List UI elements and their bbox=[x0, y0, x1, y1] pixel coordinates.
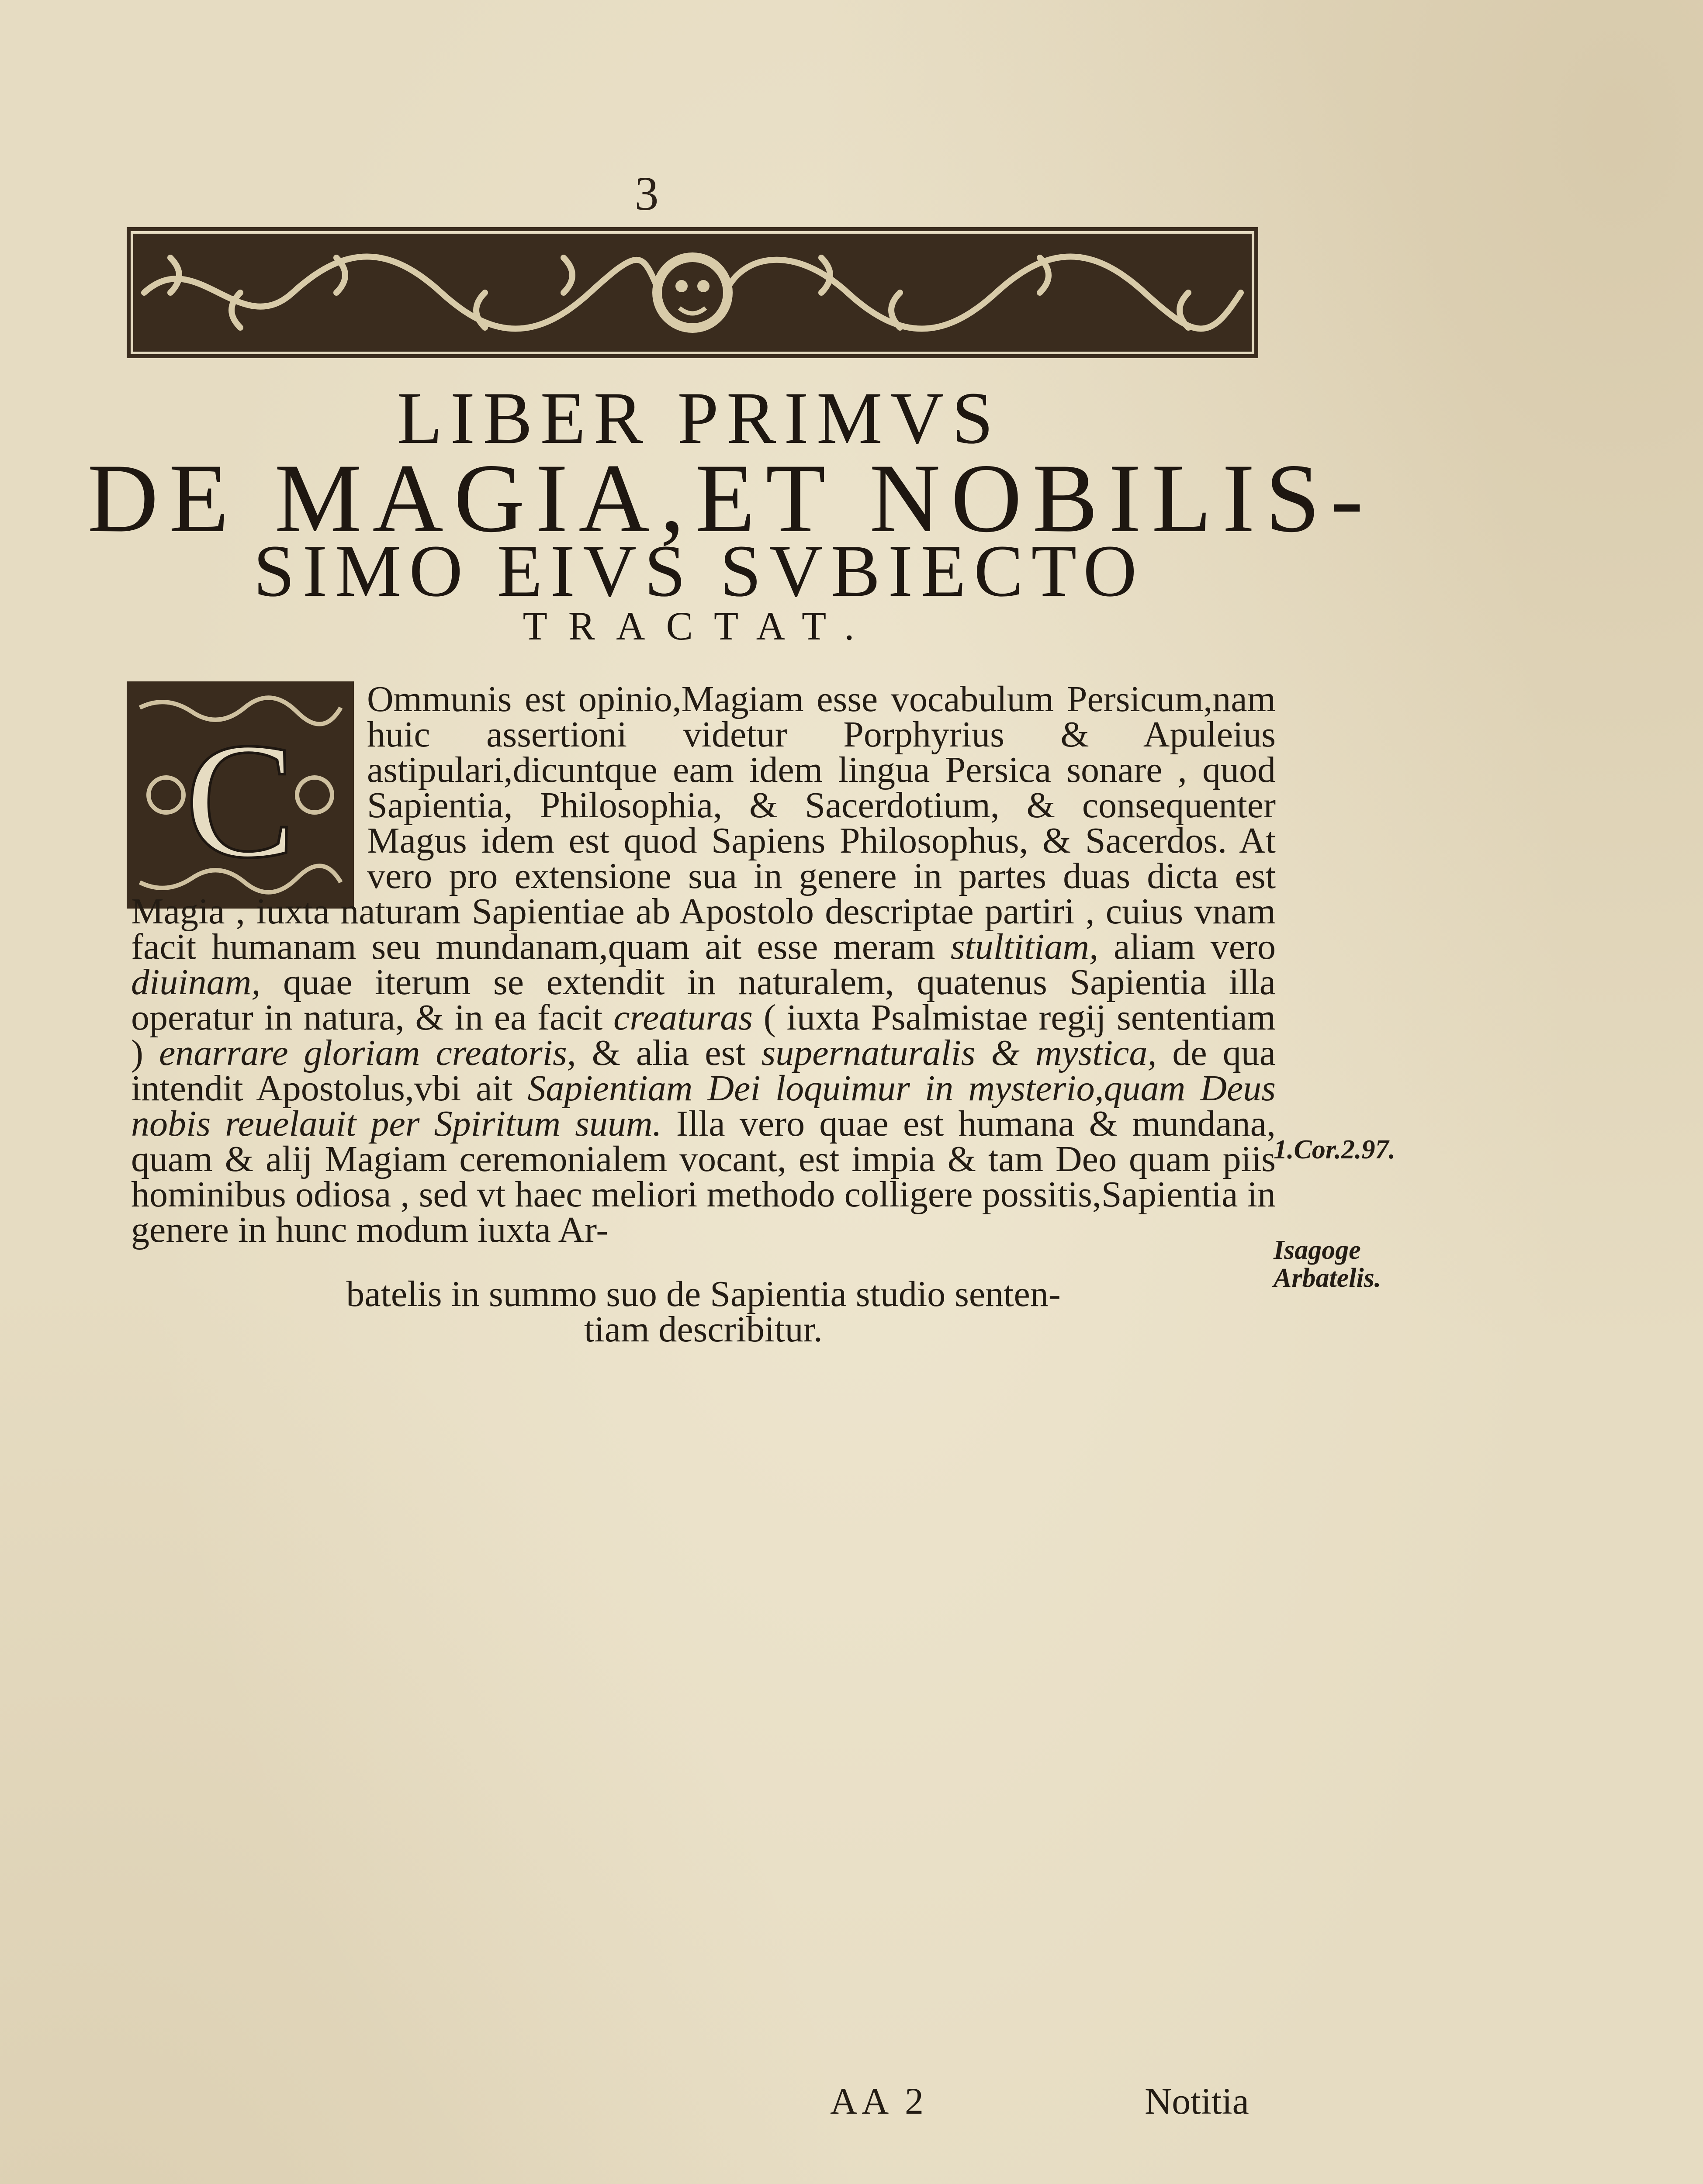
body-text-1: Ommunis est opinio,Magiam esse vocabulum Persicum,nam huic assertioni videtur Porphyrius & Apuleius astipulari,dicuntque eam idem lingua Persica sonare , quod Sapientia, Philosophia, & Sacerdotium, & consequenter Magus idem est quod Sapiens Philosophus, & Sacerdos. At vero pro extensione sua in genere in partes duas dicta est Magia , iuxta naturam Sapientiae ab Apostolo descriptae partiri , cuius vnam facit humanam seu mundanam,quam ait esse meram bbox=[131, 679, 1276, 967]
title-line-4: TRACTAT. bbox=[523, 604, 876, 648]
title-line-1: LIBER PRIMVS bbox=[397, 377, 1001, 459]
body-text-6: de qua intendit Apostolus,vbi ait bbox=[131, 1033, 1276, 1109]
body-italic-2: diuinam, bbox=[131, 962, 261, 1002]
title-line-3: SIMO EIVS SVBIECTO bbox=[253, 530, 1145, 612]
signature-mark: AA 2 bbox=[830, 2080, 928, 2122]
body-tail-line-2: tiam describitur. bbox=[584, 1309, 823, 1350]
body-text-5: & alia est bbox=[576, 1033, 762, 1073]
body-text-2: aliam vero bbox=[1098, 926, 1276, 967]
body-tail-line-1: batelis in summo suo de Sapientia studio senten- bbox=[346, 1274, 1061, 1314]
body-text-4: ( iuxta Psalmistae regij sententiam ) bbox=[131, 997, 1276, 1073]
body-text-7: Illa vero quae est humana & mundana, quam & alij Magiam ceremonialem vocant, est impia & tam Deo quam piis hominibus odiosa , sed vt haec meliori methodo colligere possitis,Sapientia in genere in hunc modum iuxta Ar- bbox=[131, 1103, 1276, 1250]
ornamental-headpiece bbox=[127, 227, 1258, 358]
body-italic-3: creaturas bbox=[613, 997, 753, 1038]
body-italic-6: Sapientiam Dei loquimur in mysterio,quam Deus nobis reuelauit per Spiritum suum. bbox=[131, 1068, 1276, 1144]
catchword: Notitia bbox=[1145, 2080, 1249, 2122]
page-number: 3 bbox=[634, 167, 659, 220]
body-italic-5: supernaturalis & mystica, bbox=[761, 1033, 1157, 1073]
initial-letter: C bbox=[185, 708, 296, 892]
main-paragraph bbox=[131, 681, 1276, 1248]
side-note-isagoge: Isagoge Arbatelis. bbox=[1274, 1235, 1381, 1293]
body-text-3: quae iterum se extendit in naturalem, quatenus Sapientia illa operatur in natura, & in ea facit bbox=[131, 962, 1276, 1038]
body-italic-4: enarrare gloriam creatoris, bbox=[159, 1033, 576, 1073]
body-italic-1: stultitiam, bbox=[950, 926, 1099, 967]
side-note-reference: 1.Cor.2.97. bbox=[1274, 1135, 1396, 1165]
initial-spacer bbox=[131, 681, 363, 894]
title-line-2: DE MAGIA,ET NOBILIS- bbox=[87, 443, 1374, 553]
